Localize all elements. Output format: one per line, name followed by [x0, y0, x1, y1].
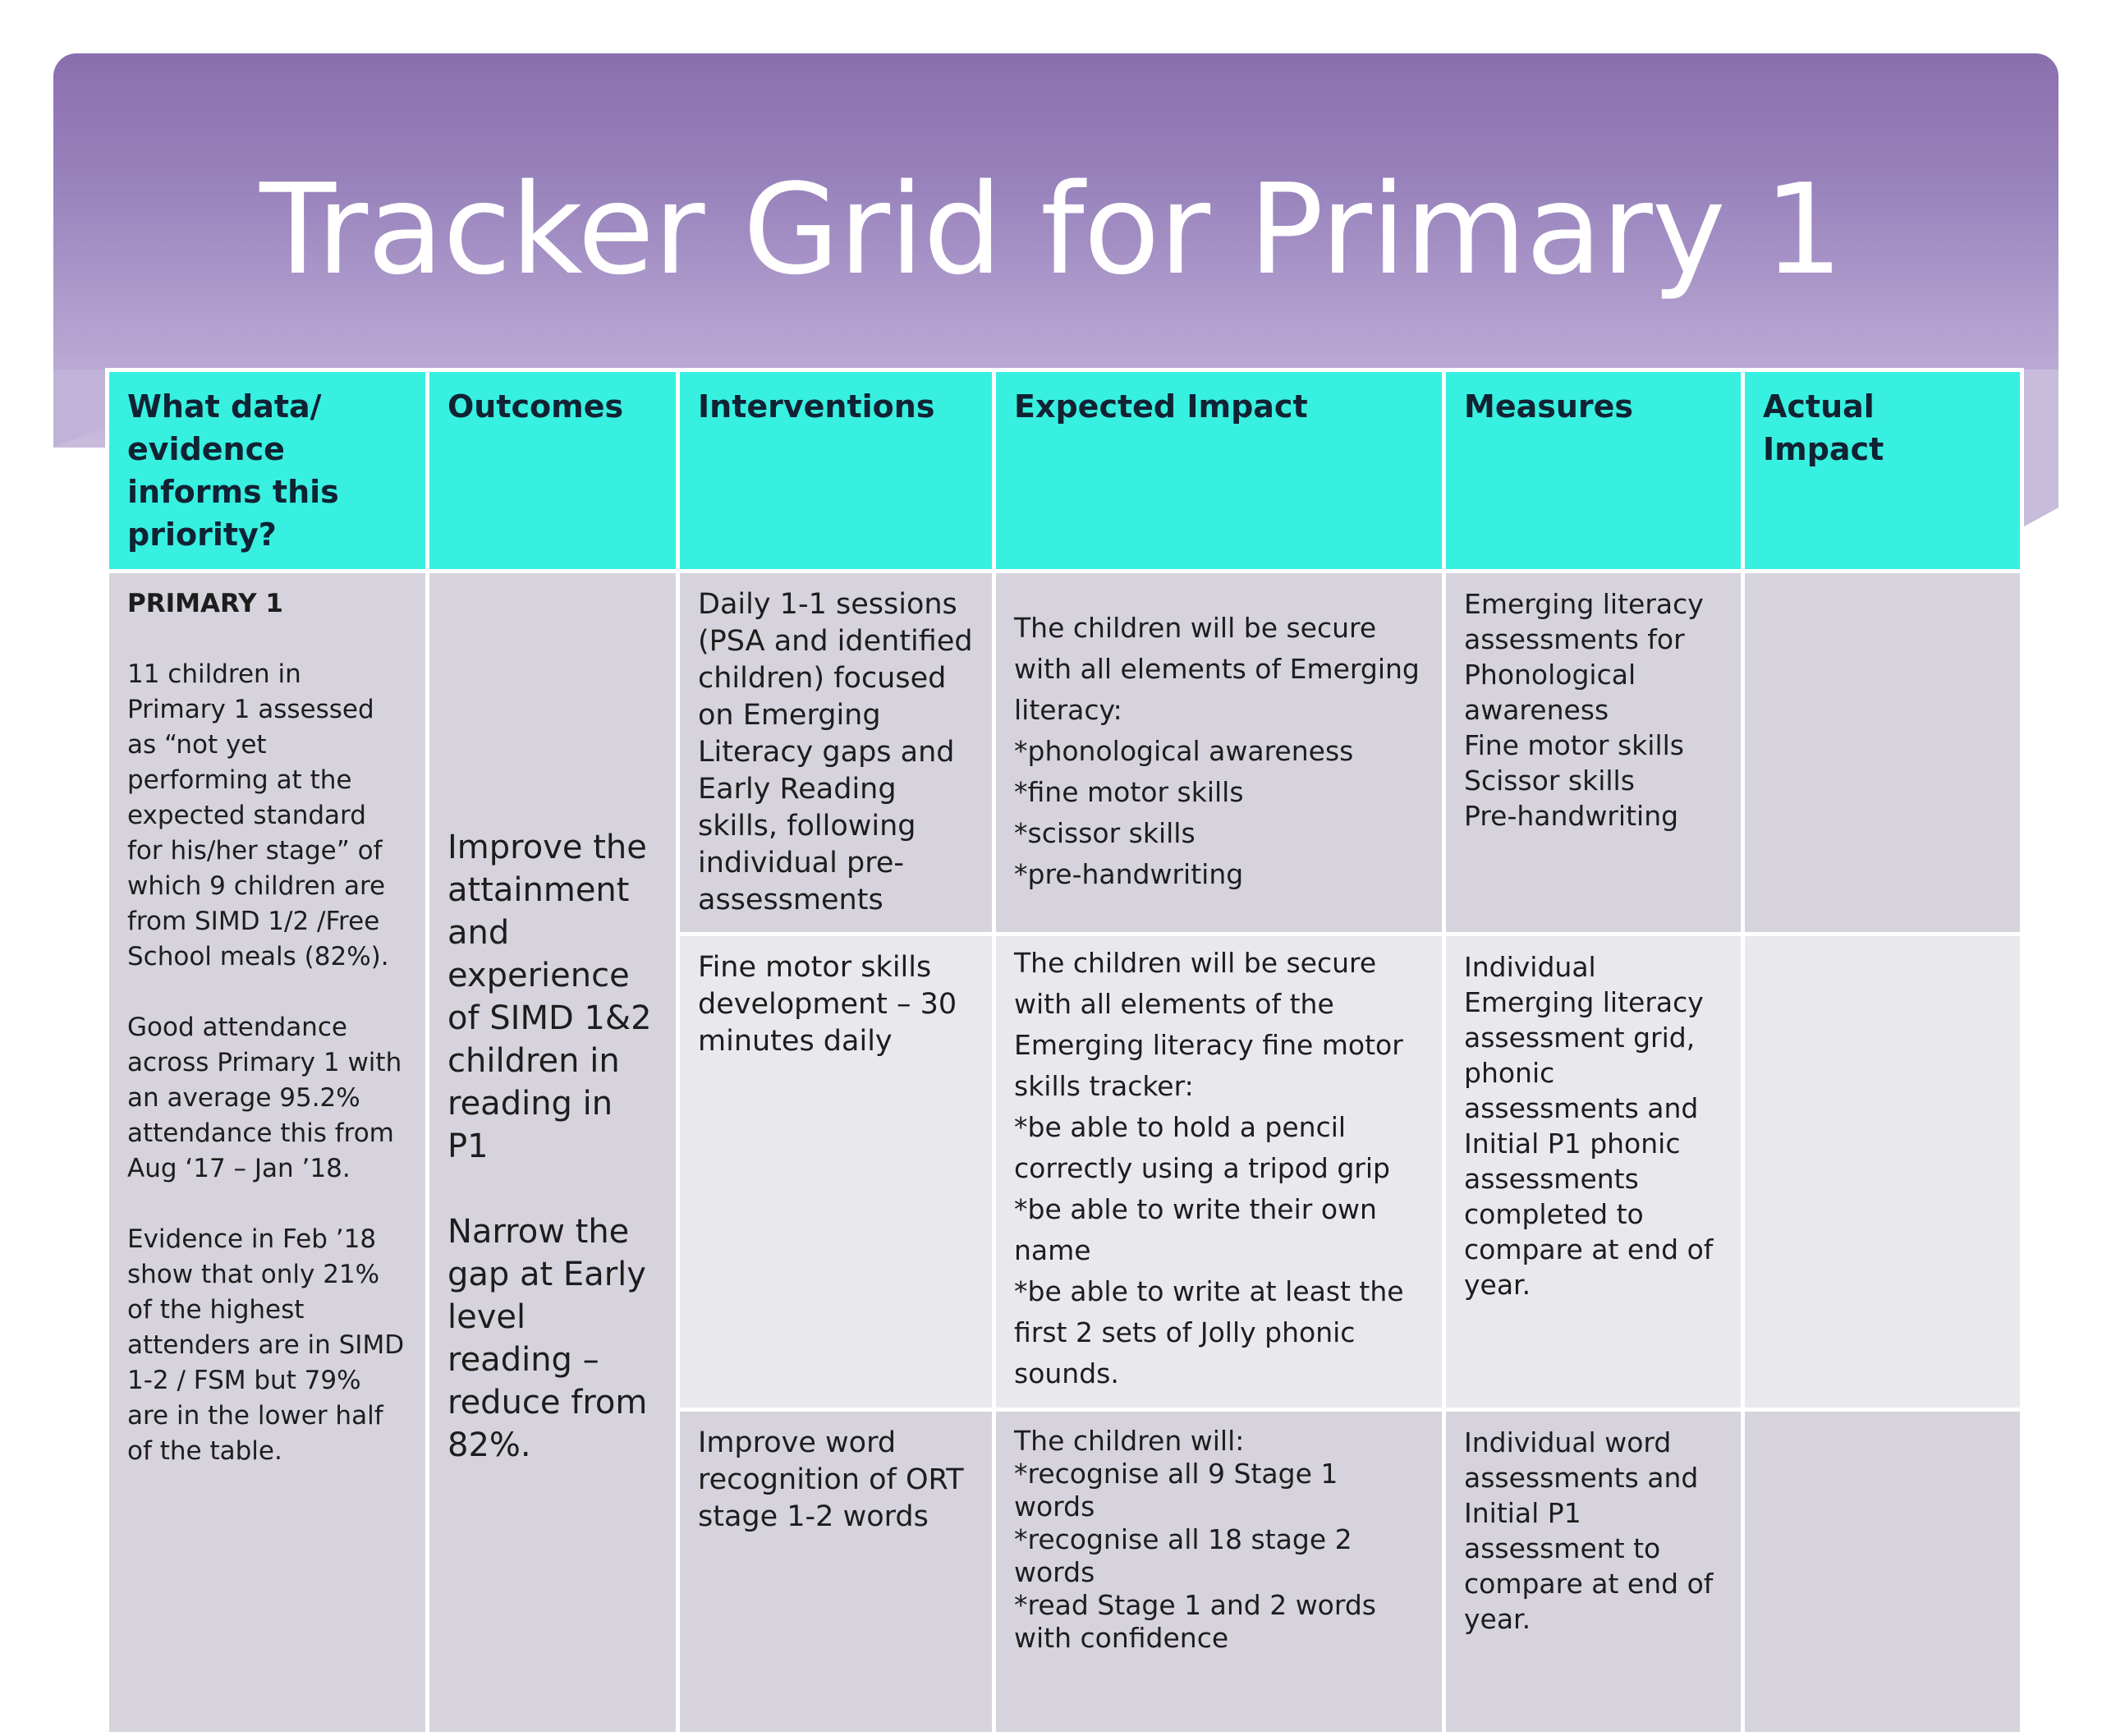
expected-impact-cell [994, 935, 1444, 1410]
header-expected-impact: Expected Impact [994, 370, 1444, 572]
expected-impact-cell [994, 1410, 1444, 1734]
expected-impact-line: *recognise all 9 Stage 1 words [1014, 1458, 1338, 1522]
intervention-cell: Improve word recognition of ORT stage 1-2 words [678, 1410, 994, 1734]
actual-impact-cell [1743, 572, 2022, 935]
intervention-cell: Daily 1-1 sessions (PSA and identified children) focused on Emerging Literacy gaps and Early Reading skills, following individual pre-assessments [678, 572, 994, 935]
header-measures: Measures [1444, 370, 1743, 572]
header-outcomes: Outcomes [428, 370, 678, 572]
header-evidence: What data/ evidence informs this priority? [108, 370, 428, 572]
evidence-cell [108, 572, 428, 1734]
expected-impact-line: *pre-handwriting [1014, 858, 1244, 890]
measures-line: Scissor skills [1464, 765, 1635, 797]
expected-impact-line: *be able to write at least the first 2 sets of Jolly phonic sounds. [1014, 1275, 1404, 1389]
outcome-item: Narrow the gap at Early level reading – reduce from 82%. [447, 1212, 648, 1464]
measures-cell: Individual Emerging literacy assessment grid, phonic assessments and Initial P1 phonic assessments completed to compare at end of year. [1444, 935, 1743, 1410]
evidence-paragraph: Good attendance across Primary 1 with an average 95.2% attendance this from Aug ‘17 – Jan ’18. [127, 1013, 402, 1183]
expected-impact-line: The children will be secure with all elements of the Emerging literacy fine motor skills tracker: [1014, 947, 1403, 1102]
table-row [108, 572, 2022, 935]
header-actual-impact: Actual Impact [1743, 370, 2022, 572]
header-row [108, 370, 2022, 572]
slide-title: Tracker Grid for Primary 1 [259, 157, 1843, 302]
evidence-paragraph: Evidence in Feb ’18 show that only 21% of the highest attenders are in SIMD 1-2 / FSM but 79% are in the lower half of the table. [127, 1224, 405, 1466]
expected-impact-line: *be able to write their own name [1014, 1193, 1377, 1266]
expected-impact-line: *read Stage 1 and 2 words with confidence [1014, 1589, 1377, 1654]
actual-impact-cell [1743, 1410, 2022, 1734]
outcomes-cell [428, 572, 678, 1734]
expected-impact-line: The children will: [1014, 1425, 1245, 1457]
actual-impact-cell [1743, 935, 2022, 1410]
expected-impact-line: The children will be secure with all elements of Emerging literacy: [1014, 612, 1420, 726]
expected-impact-line: *scissor skills [1014, 817, 1196, 849]
measures-line: Emerging literacy assessments for Phonological awareness [1464, 588, 1704, 726]
measures-line: Pre-handwriting [1464, 800, 1679, 832]
tracker-grid-table [105, 368, 2024, 1736]
expected-impact-line: *phonological awareness [1014, 735, 1354, 767]
expected-impact-line: *be able to hold a pencil correctly using a tripod grip [1014, 1111, 1390, 1184]
intervention-cell: Fine motor skills development – 30 minutes daily [678, 935, 994, 1410]
measures-cell [1444, 572, 1743, 935]
expected-impact-line: *fine motor skills [1014, 776, 1244, 808]
expected-impact-line: *recognise all 18 stage 2 words [1014, 1523, 1352, 1588]
evidence-paragraph: 11 children in Primary 1 assessed as “not yet performing at the expected standard for his/her stage” of which 9 children are from SIMD 1/2 /Free School meals (82%). [127, 659, 389, 971]
measures-cell: Individual word assessments and Initial P1 assessment to compare at end of year. [1444, 1410, 1743, 1734]
evidence-heading: PRIMARY 1 [127, 589, 283, 618]
header-interventions: Interventions [678, 370, 994, 572]
outcome-item: Improve the attainment and experience of SIMD 1&2 children in reading in P1 [447, 828, 652, 1165]
measures-line: Fine motor skills [1464, 729, 1684, 761]
expected-impact-cell [994, 572, 1444, 935]
